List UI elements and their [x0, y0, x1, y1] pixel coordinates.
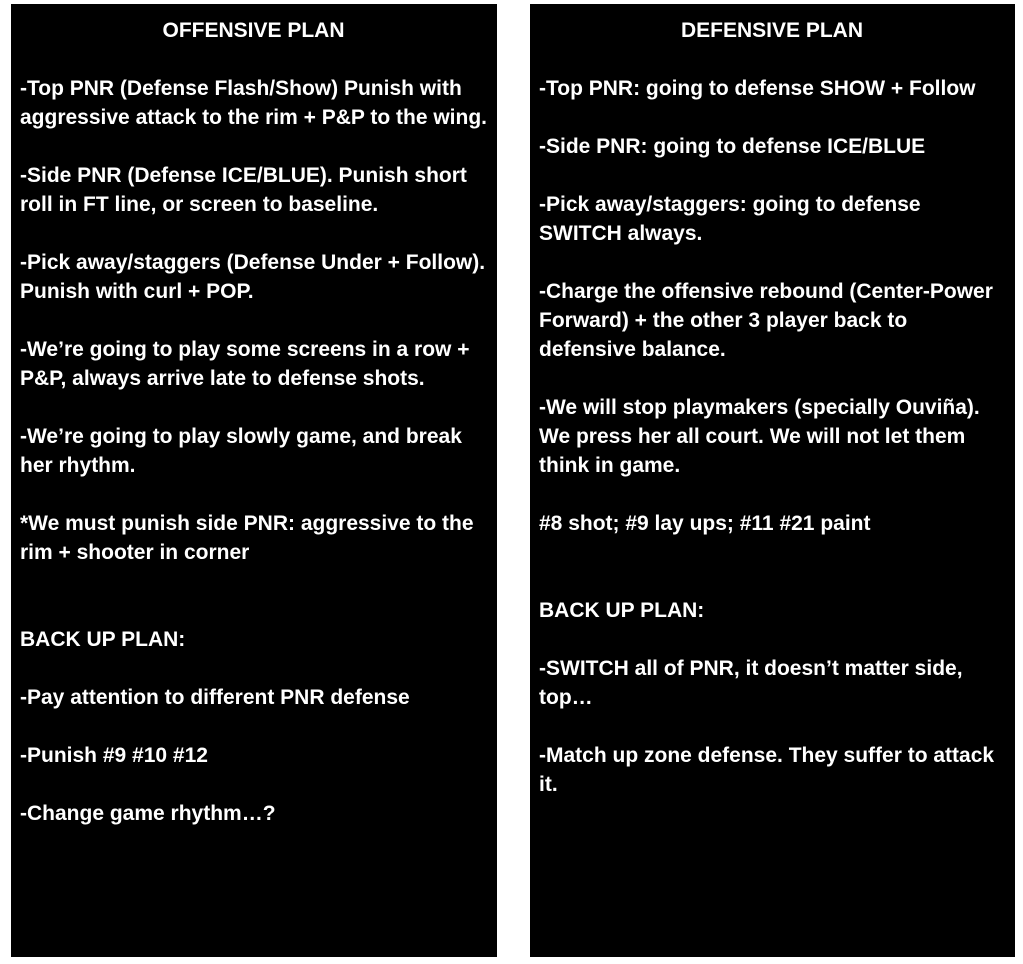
offensive-backup-item-change-rhythm: -Change game rhythm…? — [20, 802, 276, 825]
defensive-item-player-tendencies: #8 shot; #9 lay ups; #11 #21 paint — [539, 512, 871, 535]
offensive-item-pick-away: -Pick away/staggers (Defense Under + Follow). Punish with curl + POP. — [20, 251, 486, 303]
offensive-item-side-pnr: -Side PNR (Defense ICE/BLUE). Punish short roll in FT line, or screen to baseline. — [20, 164, 467, 216]
defensive-item-top-pnr: -Top PNR: going to defense SHOW + Follow — [539, 77, 976, 100]
offensive-item-slow-game: -We’re going to play slowly game, and break her rhythm. — [20, 425, 462, 477]
offensive-item-punish-side-pnr: *We must punish side PNR: aggressive to the rim + shooter in corner — [20, 512, 474, 564]
defensive-backup-item-switch-pnr: -SWITCH all of PNR, it doesn’t matter side, top… — [539, 657, 963, 709]
offensive-plan-title: OFFENSIVE PLAN — [162, 19, 345, 42]
offensive-plan-panel — [11, 4, 497, 957]
offensive-item-top-pnr: -Top PNR (Defense Flash/Show) Punish with aggressive attack to the rim + P&P to the wing. — [20, 77, 487, 129]
defensive-backup-item-zone-defense: -Match up zone defense. They suffer to attack it. — [539, 744, 995, 796]
defensive-plan-panel — [530, 4, 1015, 957]
offensive-backup-heading: BACK UP PLAN: — [20, 628, 186, 651]
offensive-backup-item-pnr-defense: -Pay attention to different PNR defense — [20, 686, 410, 709]
offensive-item-screens-in-row: -We’re going to play some screens in a row + P&P, always arrive late to defense shots. — [20, 338, 470, 390]
offensive-backup-item-punish-players: -Punish #9 #10 #12 — [20, 744, 208, 767]
defensive-item-offensive-rebound: -Charge the offensive rebound (Center-Power Forward) + the other 3 player back to defensive balance. — [539, 280, 993, 361]
defensive-item-pick-away: -Pick away/staggers: going to defense SWITCH always. — [539, 193, 921, 245]
defensive-plan-title: DEFENSIVE PLAN — [680, 19, 864, 42]
defensive-backup-heading: BACK UP PLAN: — [539, 599, 705, 622]
spacer — [20, 596, 487, 625]
defensive-item-stop-playmakers: -We will stop playmakers (specially Ouviña). We press her all court. We will not let them think in game. — [539, 396, 980, 477]
defensive-item-side-pnr: -Side PNR: going to defense ICE/BLUE — [539, 135, 926, 158]
spacer — [539, 567, 1005, 596]
